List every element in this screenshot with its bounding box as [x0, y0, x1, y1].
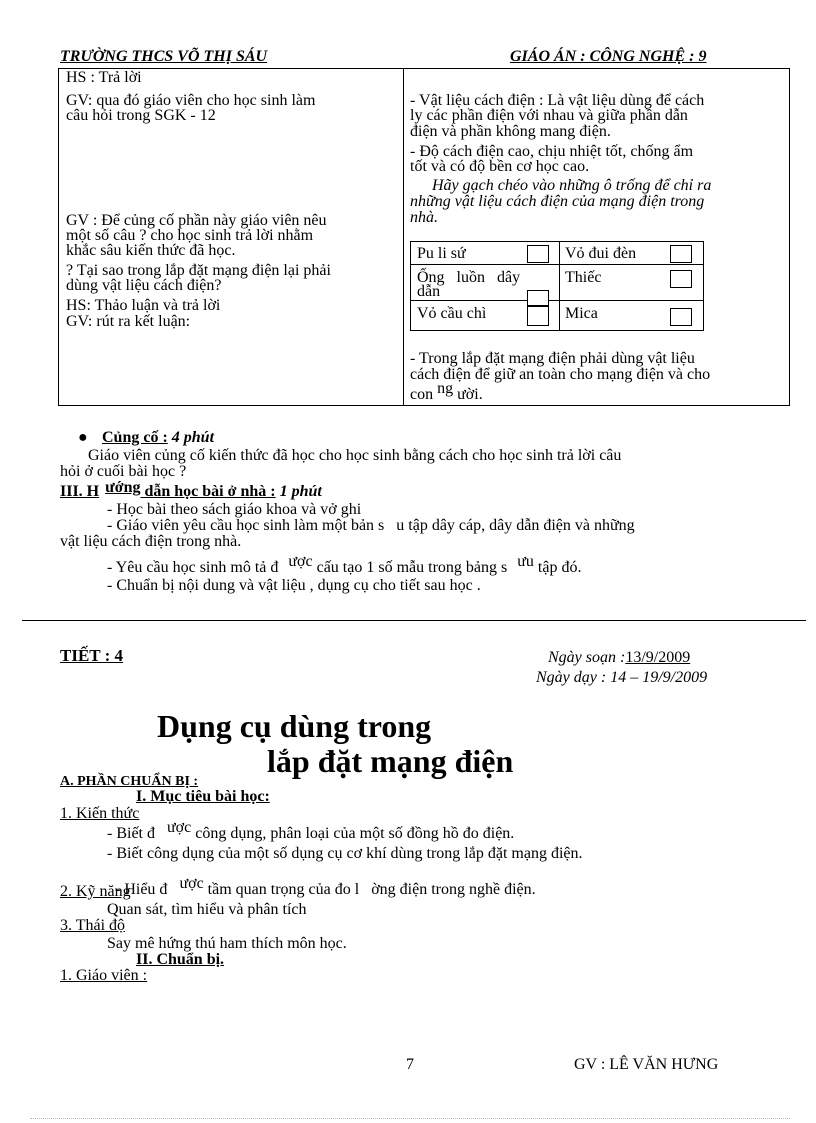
kienthuc-word: ược: [179, 875, 204, 892]
huongdan-label: ướng: [105, 479, 141, 496]
thaido-heading: 3. Thái độ: [60, 917, 126, 934]
checkbox-pu-li-su[interactable]: [527, 245, 549, 263]
huongdan-time: 1 phút: [275, 483, 322, 500]
bullet-icon: ●: [78, 429, 88, 446]
giaovien-heading: 1. Giáo viên :: [60, 967, 148, 984]
lesson-title: lắp đặt mạng điện: [267, 743, 514, 779]
instruction-text: những vật liệu cách điện của mạng điện trong: [410, 193, 705, 210]
conclusion-word: ng: [437, 380, 454, 397]
left-text: GV: qua đó giáo viên cho học sinh làm: [66, 92, 316, 109]
right-text: ly các phần điện với nhau và giữa phần dẫn: [410, 107, 688, 124]
page-separator: [22, 620, 806, 621]
huongdan-item: vật liệu cách điện trong nhà.: [60, 533, 242, 550]
huongdan-label: III. H: [60, 483, 100, 500]
school-name: TRƯỜNG THCS VÕ THỊ SÁU: [60, 48, 268, 65]
huongdan-item: - Giáo viên yêu cầu học sinh làm một bản s u tập dây cáp, dây dẫn điện và những: [107, 517, 635, 534]
thaido-text: Say mê hứng thú ham thích môn học.: [107, 935, 347, 952]
kienthuc-word: - Biết đ: [107, 825, 155, 842]
grid-cell-label: Vỏ đui đèn: [565, 245, 637, 262]
instruction-text: nhà.: [410, 209, 438, 226]
left-text: GV: rút ra kết luận:: [66, 313, 191, 330]
kienthuc-word: ược: [167, 819, 192, 836]
left-text: GV : Để củng cố phần này giáo viên nêu: [66, 212, 327, 229]
ngay-soan-value: 13/9/2009: [625, 649, 691, 666]
right-text: tốt và có độ bền cơ học cao.: [410, 158, 590, 175]
huongdan-word: tập đó.: [533, 559, 582, 576]
kynang-heading: 2. Kỹ năng: [60, 883, 131, 900]
kienthuc-word: - Hiểu đ: [115, 881, 168, 898]
conclusion-text: [410, 380, 483, 403]
checkbox-ong-luon-day[interactable]: [527, 290, 549, 306]
lesson-title: Dụng cụ dùng trong: [157, 708, 432, 744]
kienthuc-item: [107, 819, 515, 842]
instruction-text: Hãy gạch chéo vào những ô trống để chỉ ra: [432, 177, 712, 194]
left-text: một số câu ? cho học sinh trả lời nhằm: [66, 227, 314, 244]
kynang-text: Quan sát, tìm hiểu và phân tích: [107, 901, 307, 918]
kienthuc-word: tầm quan trọng của đo l ờng điện trong nghề điện.: [203, 881, 536, 898]
page-number: 7: [406, 1056, 414, 1073]
huongdan-word: ược: [288, 553, 313, 570]
grid-cell-label: Thiếc: [565, 269, 602, 286]
left-text: dùng vật liệu cách điện?: [66, 277, 222, 294]
right-text: - Độ cách điện cao, chịu nhiệt tốt, chống ẩm: [410, 143, 694, 160]
grid-cell-label: Pu li sứ: [417, 245, 466, 262]
kienthuc-item: - Biết công dụng của một số dụng cụ cơ khí dùng trong lắp đặt mạng điện.: [107, 845, 583, 862]
table-column-divider: [403, 68, 404, 405]
checkbox-vo-dui-den[interactable]: [670, 245, 692, 263]
grid-cell-label: Mica: [565, 305, 598, 322]
tiet-label: TIẾT : 4: [60, 646, 123, 665]
left-text: khắc sâu kiến thức đã học.: [66, 242, 236, 259]
grid-row-line: [411, 264, 703, 265]
huongdan-heading: [60, 479, 322, 500]
huongdan-word: cấu tạo 1 số mẫu trong bảng s: [312, 559, 508, 576]
left-text: HS: Thảo luận và trả lời: [66, 297, 221, 314]
grid-column-line: [559, 242, 560, 330]
grid-cell-label: Vỏ cầu chì: [417, 305, 487, 322]
left-text: câu hỏi trong SGK - 12: [66, 107, 216, 124]
subject-title: GIÁO ÁN : CÔNG NGHỆ : 9: [510, 48, 707, 65]
ngay-soan-label: Ngày soạn :: [548, 649, 626, 666]
conclusion-text: - Trong lắp đặt mạng điện phải dùng vật liệu: [410, 350, 695, 367]
checkbox-vo-cau-chi[interactable]: [527, 306, 549, 326]
cungco-heading: [102, 430, 214, 445]
kienthuc-item: [107, 867, 536, 897]
huongdan-item: - Chuẩn bị nội dung và vật liệu , dụng cụ cho tiết sau học .: [107, 577, 481, 594]
left-text: HS : Trả lời: [66, 69, 142, 86]
conclusion-word: con: [410, 386, 434, 403]
huongdan-word: ưu: [517, 553, 534, 570]
checkbox-mica[interactable]: [670, 308, 692, 326]
kienthuc-word: công dụng, phân loại của một số đồng hồ đo điện.: [191, 825, 515, 842]
chuanbi-heading: II. Chuẩn bị.: [136, 951, 225, 968]
grid-row-line: [411, 300, 703, 301]
muctieu-heading: I. Mục tiêu bài học:: [136, 788, 270, 805]
materials-grid: [410, 241, 704, 331]
huongdan-label: dẫn học bài ở nhà :: [140, 483, 276, 500]
page-bottom-line: [30, 1118, 790, 1119]
cungco-label: Củng cố :: [102, 429, 168, 446]
checkbox-thiec[interactable]: [670, 270, 692, 288]
kienthuc-heading: 1. Kiến thức: [60, 805, 140, 822]
huongdan-item: [107, 553, 582, 576]
left-text: ? Tại sao trong lắp đặt mạng điện lại phải: [66, 262, 331, 279]
ngay-day: Ngày dạy : 14 – 19/9/2009: [536, 669, 708, 686]
cungco-text: Giáo viên củng cố kiến thức đã học cho học sinh bằng cách cho học sinh trả lời câu: [88, 447, 622, 464]
section-a-heading: A. PHẦN CHUẨN BỊ :: [60, 774, 199, 789]
huongdan-word: - Yêu cầu học sinh mô tả đ: [107, 559, 279, 576]
teacher-name: GV : LÊ VĂN HƯNG: [574, 1056, 719, 1073]
grid-cell-label: dẫn: [417, 283, 441, 300]
cungco-text: hỏi ở cuối bài học ?: [60, 463, 187, 480]
conclusion-word: ười.: [457, 386, 483, 403]
cungco-time: 4 phút: [167, 429, 215, 446]
right-text: - Vật liệu cách điện : Là vật liệu dùng để cách: [410, 92, 705, 109]
huongdan-item: - Học bài theo sách giáo khoa và vở ghi: [107, 501, 362, 518]
right-text: điện và phần không mang điện.: [410, 123, 611, 140]
ngay-soan: [548, 650, 690, 665]
conclusion-text: cách điện để giữ an toàn cho mạng điện và cho: [410, 366, 711, 383]
grid-cell-label: Ống luồn dây: [417, 269, 521, 286]
